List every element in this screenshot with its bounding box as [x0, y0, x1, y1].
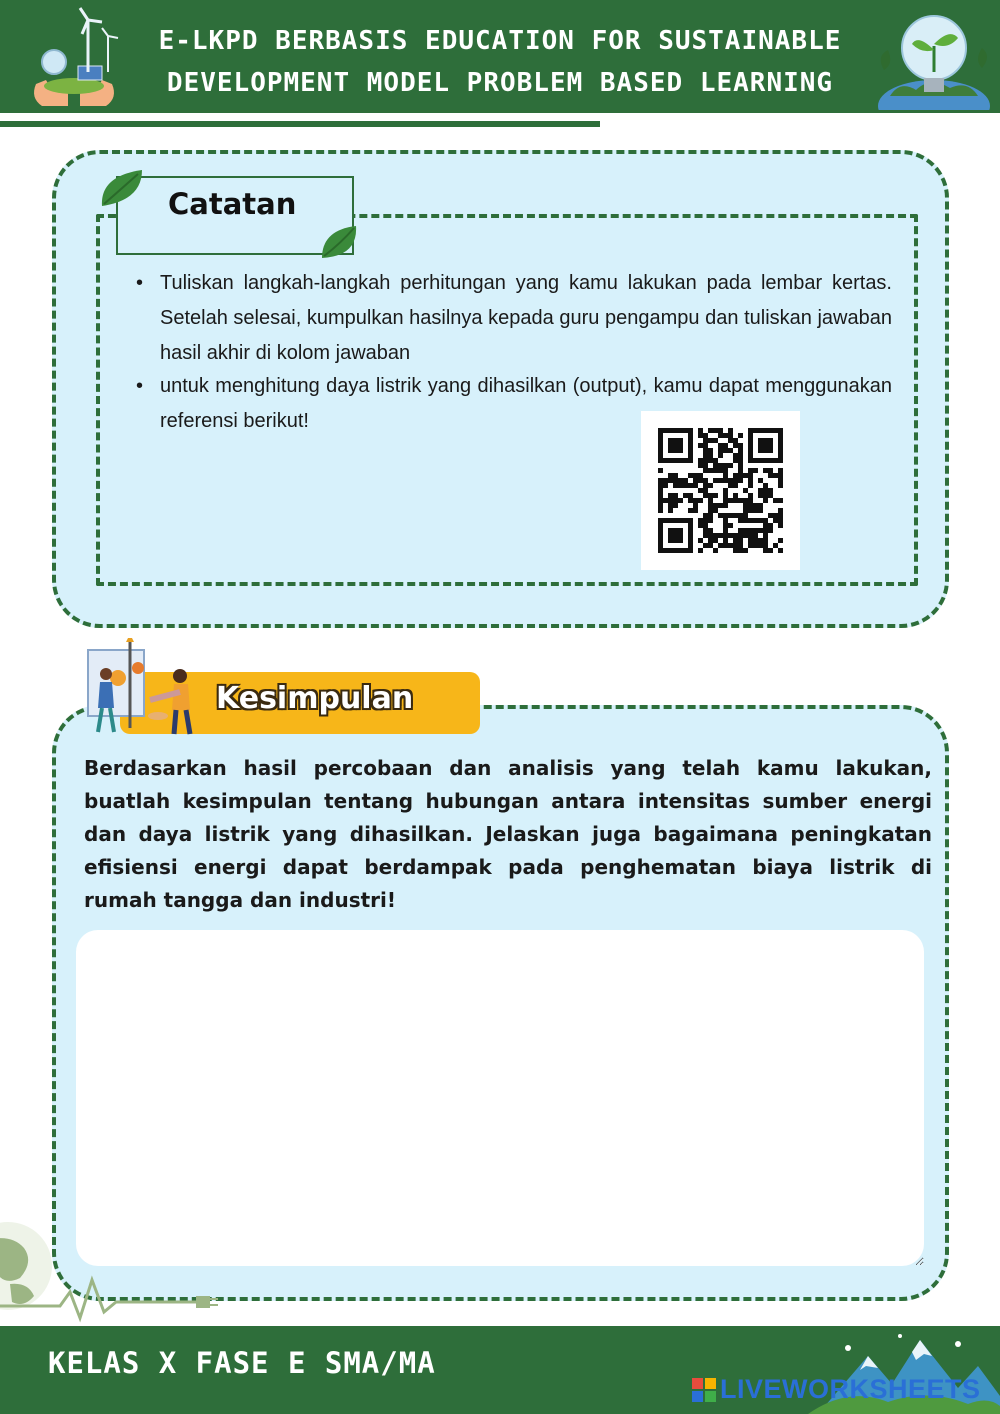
liveworksheets-squares-icon: [692, 1378, 716, 1402]
list-item: • Tuliskan langkah-langkah perhitungan yang kamu lakukan pada lembar kertas. Setelah selesai, kumpulkan hasilnya kepada guru pengampu dan tuliskan jawaban hasil akhir di kolom jawaban: [136, 266, 892, 371]
kesimpulan-title: Kesimpulan: [216, 681, 414, 716]
catatan-title: Catatan: [168, 187, 297, 221]
plant-lightbulb-globe-icon: [870, 10, 992, 110]
answer-textarea[interactable]: [76, 930, 924, 1266]
kesimpulan-prompt: Berdasarkan hasil percobaan dan analisis yang telah kamu lakukan, buatlah kesimpulan tentang hubungan antara intensitas sumber energi dan daya listrik yang dihasilkan. Jelaskan juga bagaimana peningkatan efisiensi energi dapat berdampak pada penghematan biaya listrik di rumah tangga dan industri!: [84, 756, 932, 912]
list-item: • untuk menghitung daya listrik yang dihasilkan (output), kamu dapat menggunakan referensi berikut!: [136, 369, 892, 439]
liveworksheets-brand: LIVEWORKSHEETS: [720, 1374, 981, 1404]
globe-pulse-icon: [0, 1222, 220, 1326]
leaf-icon: [318, 222, 360, 262]
title-line-1: E-LKPD BERBASIS EDUCATION FOR SUSTAINABLE: [158, 26, 842, 56]
liveworksheets-logo[interactable]: [692, 1374, 981, 1405]
title-line-2: DEVELOPMENT MODEL PROBLEM BASED LEARNING: [166, 68, 834, 98]
page-title: [125, 20, 875, 104]
people-illustration-icon: [80, 638, 205, 738]
footer-class-label: KELAS X FASE E SMA/MA: [48, 1346, 436, 1380]
qr-code[interactable]: [641, 411, 800, 570]
leaf-icon: [98, 166, 148, 212]
header-underline: [0, 121, 600, 127]
wind-turbine-hands-icon: [28, 6, 120, 110]
